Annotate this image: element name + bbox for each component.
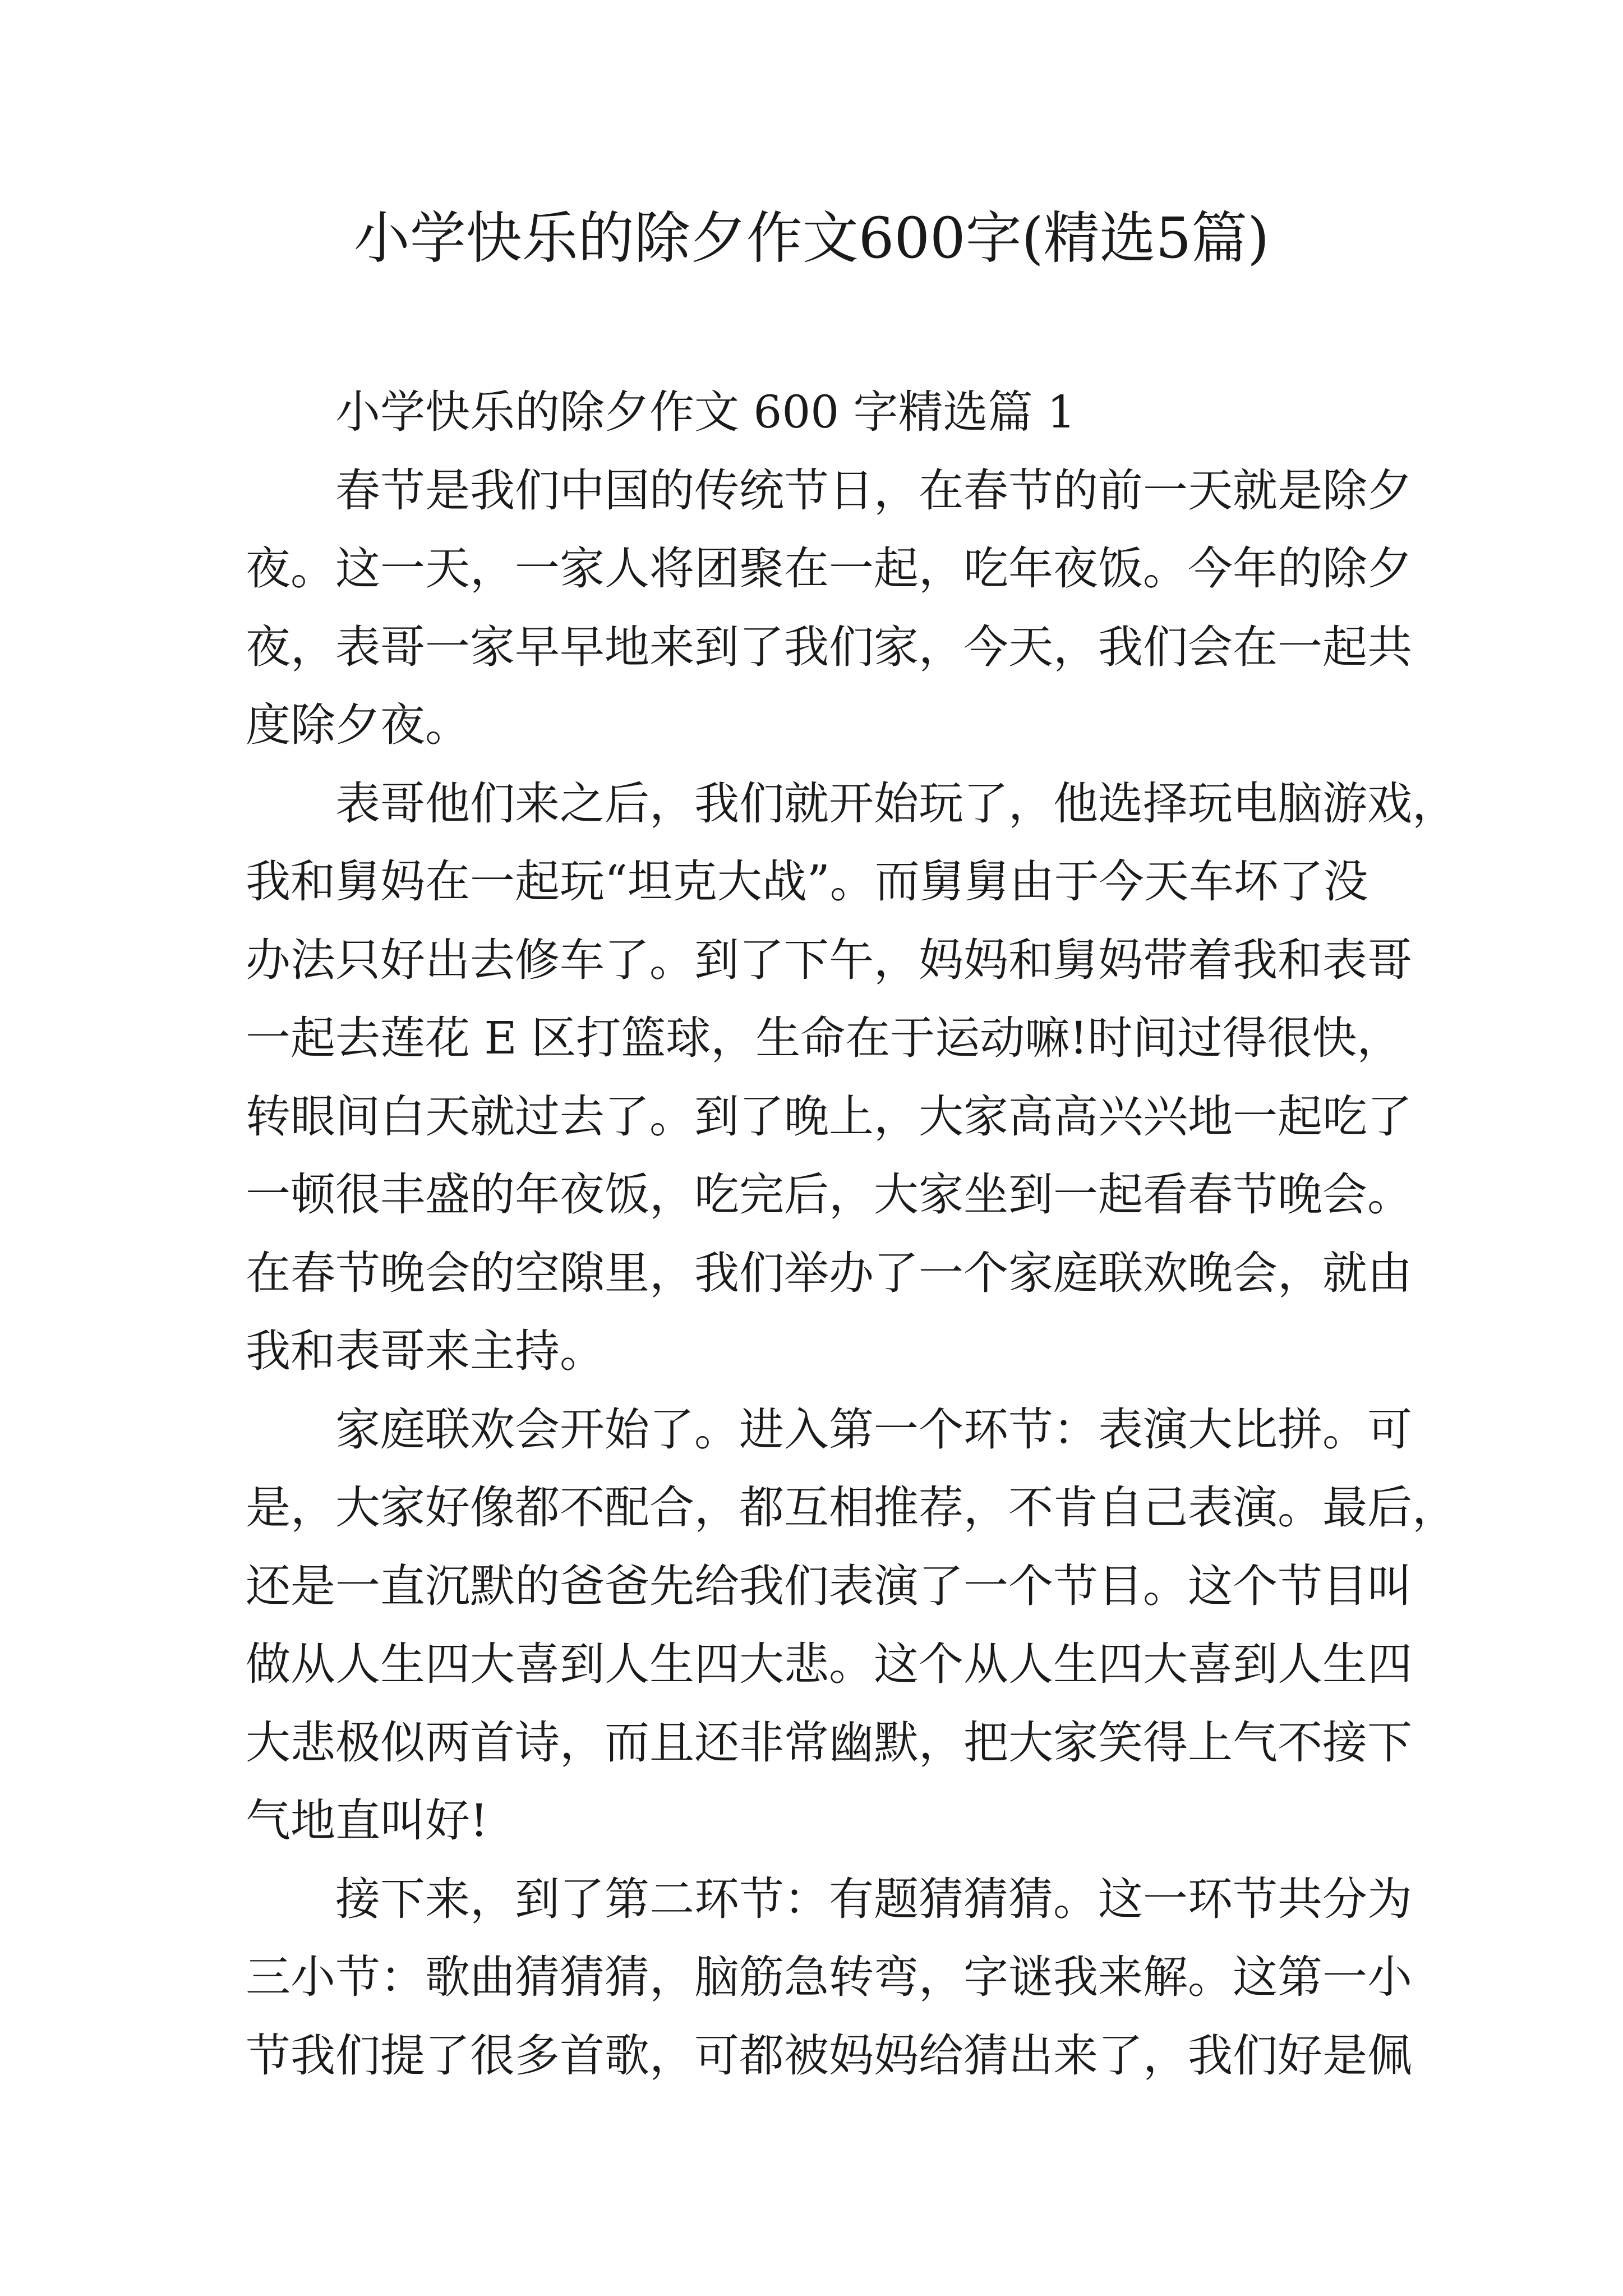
text-line: 三小节：歌曲猜猜猜，脑筋急转弯，字谜我来解。这第一小 [246,1951,1412,2003]
text-line: 做从人生四大喜到人生四大悲。这个从人生四大喜到人生四 [246,1638,1412,1690]
text-line: 转眼间白天就过去了。到了晚上，大家高高兴兴地一起吃了 [246,1090,1412,1143]
text-line: 家庭联欢会开始了。进入第一个环节：表演大比拼。可 [335,1403,1412,1456]
text-line: 表哥他们来之后，我们就开始玩了，他选择玩电脑游戏， [335,777,1457,830]
text-line: 办法只好出去修车了。到了下午，妈妈和舅妈带着我和表哥 [246,933,1412,986]
text-line: 我和舅妈在一起玩“坦克大战”。而舅舅由于今天车坏了没 [246,855,1368,908]
text-line: 夜。这一天，一家人将团聚在一起，吃年夜饭。今年的除夕 [246,542,1412,595]
text-line: 气地直叫好! [246,1795,488,1847]
text-line: 小学快乐的除夕作文 600 字精选篇 1 [335,386,1076,438]
document-body [246,373,1457,2095]
document-title: 小学快乐的除夕作文600字(精选5篇) [353,205,1270,271]
text-line: 我和表哥来主持。 [246,1325,605,1377]
text-line: 度除夕夜。 [246,699,470,751]
text-line: 大悲极似两首诗，而且还非常幽默，把大家笑得上气不接下 [246,1716,1412,1769]
text-line: 一起去莲花 E 区打篮球，生命在于运动嘛!时间过得很快， [246,1012,1402,1064]
text-line: 接下来，到了第二环节：有题猜猜猜。这一环节共分为 [335,1872,1412,1925]
text-line: 是，大家好像都不配合，都互相推荐，不肯自己表演。最后， [246,1481,1457,1534]
text-line: 节我们提了很多首歌，可都被妈妈给猜出来了，我们好是佩 [246,2029,1412,2082]
text-line: 夜，表哥一家早早地来到了我们家，今天，我们会在一起共 [246,620,1412,673]
text-line: 一顿很丰盛的年夜饭，吃完后，大家坐到一起看春节晚会。 [246,1168,1412,1221]
text-line: 还是一直沉默的爸爸先给我们表演了一个节目。这个节目叫 [246,1559,1412,1612]
text-line: 春节是我们中国的传统节日，在春节的前一天就是除夕 [335,464,1412,517]
text-line: 在春节晚会的空隙里，我们举办了一个家庭联欢晚会，就由 [246,1246,1412,1299]
